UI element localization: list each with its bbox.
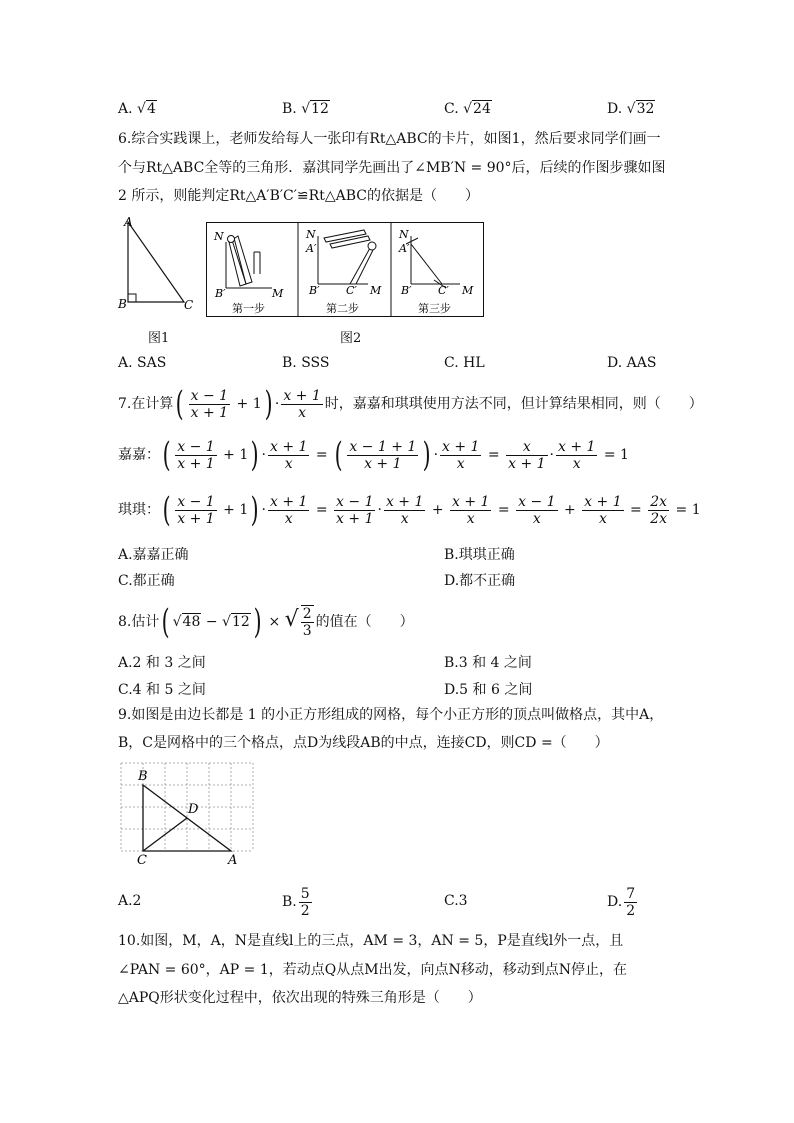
q9-option-b: B. $\frac{5}{2}$ bbox=[282, 885, 310, 919]
q6-line-3: 2 所示，则能判定Rt△A′B′C′≌Rt△ABC的依据是（ ） bbox=[118, 188, 479, 204]
q9-line-2: B，C是网格中的三个格点，点D为线段AB的中点，连接CD，则CD =（ ） bbox=[118, 735, 609, 751]
q9-label-d: D bbox=[188, 802, 199, 817]
q9-option-c: C.3 bbox=[444, 893, 468, 909]
q10-line-3: △APQ形状变化过程中，依次出现的特殊三角形是（ ） bbox=[118, 990, 482, 1006]
q5-d-radicand: 32 bbox=[636, 101, 655, 117]
q5-b-radicand: 12 bbox=[311, 101, 329, 117]
q10-line-2: ∠PAN = 60°，AP = 1，若动点Q从点M出发，向点N移动，移动到点N停止，在 bbox=[118, 962, 628, 978]
q6-line-2: 个与Rt△ABC全等的三角形．嘉淇同学先画出了∠MB′N = 90°后，后续的作图步骤如图 bbox=[118, 160, 666, 176]
q6-option-b: B. SSS bbox=[282, 355, 330, 371]
q7-option-a: A.嘉嘉正确 bbox=[118, 547, 189, 563]
q7-stem: 7.在计算( $\frac{x - 1}{x + 1}$ + 1) · $\frac{x + 1}{x}$ 时，嘉嘉和琪琪使用方法不同，但计算结果相同，则（ ） bbox=[118, 384, 703, 424]
q6-figure-1-caption: 图1 bbox=[148, 331, 170, 346]
q7-option-c: C.都正确 bbox=[118, 573, 175, 589]
q7-option-d: D.都不正确 bbox=[444, 573, 516, 589]
step2-label-m: M bbox=[370, 284, 382, 297]
fig1-label-b: B bbox=[118, 297, 127, 311]
q5-a-radicand: 4 bbox=[146, 101, 156, 117]
q7-jiajia-work: 嘉嘉：( $\frac{x - 1}{x + 1}$ + 1) · $\frac{x + 1}{x}$ = ( $\frac{x - 1 + 1}{x + 1}$ ) · $\frac{x + 1}{x}$ = $\frac{x}{x + 1}$ · $\frac{x + 1}{x}$ = 1 bbox=[118, 435, 629, 475]
q6-figure-1 bbox=[112, 212, 202, 312]
q9-label-b: B bbox=[138, 769, 148, 784]
fig1-label-c: C bbox=[184, 298, 194, 312]
q7-option-b: B.琪琪正确 bbox=[444, 547, 515, 563]
step1-label-m: M bbox=[272, 287, 284, 300]
q5-option-b: B. √12 bbox=[282, 101, 329, 117]
q10-line-1: 10.如图，M，A，N是直线l上的三点，AM = 3，AN = 5，P是直线l外一点，且 bbox=[118, 933, 624, 949]
q8-option-d: D.5 和 6 之间 bbox=[444, 682, 533, 698]
q5-option-c: C. √24 bbox=[444, 101, 491, 117]
q6-option-c: C. HL bbox=[444, 355, 485, 371]
step1-label-n: N bbox=[214, 230, 224, 243]
q6-line-1: 6.综合实践课上，老师发给每人一张印有Rt△ABC的卡片，如图1，然后要求同学们画一 bbox=[118, 131, 661, 147]
step2-label-a: A′ bbox=[306, 242, 317, 255]
step1-label-b: B′ bbox=[215, 287, 226, 300]
q9-label-c: C bbox=[137, 853, 147, 868]
q8-option-c: C.4 和 5 之间 bbox=[118, 682, 206, 698]
step3-label-a: A′ bbox=[399, 242, 410, 255]
q8-stem: 8.估计( √48 − √12 ) × √ $\frac{2}{3}$ 的值在（ ） bbox=[118, 602, 414, 642]
step2-label-n: N bbox=[306, 228, 316, 241]
step3-label-m: M bbox=[462, 284, 474, 297]
step3-label-b: B′ bbox=[401, 284, 412, 297]
q6-option-a: A. SAS bbox=[118, 355, 167, 371]
step3-label-n: N bbox=[399, 228, 409, 241]
q9-line-1: 9.如图是由边长都是 1 的小正方形组成的网格，每个小正方形的顶点叫做格点，其中A， bbox=[118, 707, 664, 723]
q9-label-a: A bbox=[228, 853, 238, 868]
q5-option-a: A. √4 bbox=[118, 101, 156, 117]
q9-option-d: D. $\frac{7}{2}$ bbox=[607, 885, 636, 919]
step2-label-b: B′ bbox=[309, 284, 320, 297]
q7-qiqi-work: 琪琪：( $\frac{x - 1}{x + 1}$ + 1) · $\frac{x + 1}{x}$ = $\frac{x - 1}{x + 1}$ · $\frac{x + 1}{x}$ + $\frac{x + 1}{x}$ = $\frac{x - 1}{x}$ + $\frac{x + 1}{x}$ = $\frac{2x}{2x}$ = 1 bbox=[118, 490, 701, 530]
q9-grid-figure bbox=[118, 760, 258, 868]
step-2-caption: 第二步 bbox=[326, 302, 359, 315]
q6-option-d: D. AAS bbox=[607, 355, 657, 371]
q6-figure-2-caption: 图2 bbox=[340, 331, 362, 346]
q8-option-a: A.2 和 3 之间 bbox=[118, 655, 206, 671]
q5-option-d: D. √32 bbox=[607, 101, 655, 117]
step-1-caption: 第一步 bbox=[232, 302, 265, 315]
q5-c-radicand: 24 bbox=[473, 101, 491, 117]
step-3-caption: 第三步 bbox=[418, 302, 451, 315]
q8-option-b: B.3 和 4 之间 bbox=[444, 655, 532, 671]
step2-label-c: C′ bbox=[346, 284, 357, 297]
step3-label-c: C′ bbox=[438, 284, 449, 297]
fig1-label-a: A bbox=[124, 215, 133, 229]
q9-option-a: A.2 bbox=[118, 893, 142, 909]
q6-figure-2 bbox=[206, 222, 486, 318]
